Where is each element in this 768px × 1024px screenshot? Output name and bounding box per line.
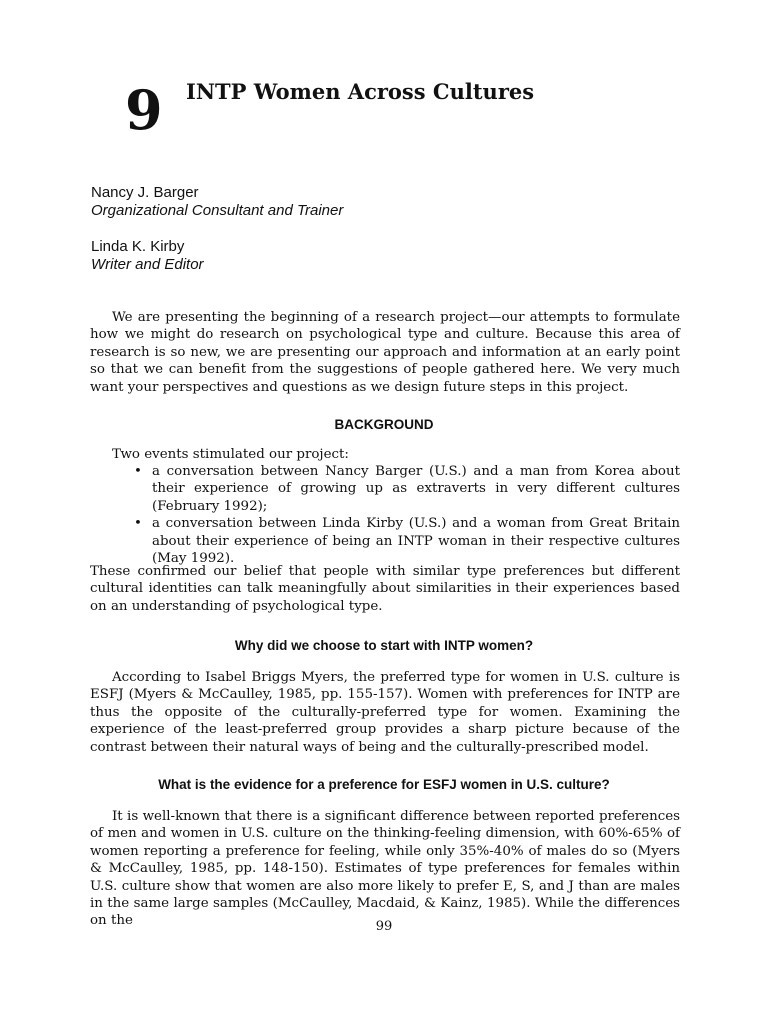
chapter-title: INTP Women Across Cultures xyxy=(186,79,535,104)
author-name: Linda K. Kirby xyxy=(91,238,185,255)
author-block xyxy=(91,184,343,220)
author-role: Writer and Editor xyxy=(91,256,204,273)
author-name: Nancy J. Barger xyxy=(91,184,199,201)
section-paragraph: According to Isabel Briggs Myers, the preferred type for women in U.S. culture is ESFJ (Myers & McCaulley, 1985, pp. 155-157). Women with preferences for INTP are thus the opposite of the culturally-preferred type for women. Examining the experience of the least-preferred group provides a sharp picture because of the contrast between their natural ways of being and the culturally-prescribed model. xyxy=(90,670,680,755)
section-question: Why did we choose to start with INTP women? xyxy=(234,638,534,653)
background-conclusion: These confirmed our belief that people with similar type preferences but different cultural identities can talk meaningfully about similarities in their experiences based on an understanding of psychological type. xyxy=(90,564,680,614)
bullet-icon: • xyxy=(134,516,142,532)
list-item xyxy=(130,463,680,515)
chapter-number: 9 xyxy=(125,78,163,142)
list-item xyxy=(130,515,680,567)
list-item-text: a conversation between Nancy Barger (U.S.) and a man from Korea about their experience of growing up as extraverts in very different cultures (February 1992); xyxy=(152,464,680,514)
events-list xyxy=(130,463,680,567)
page-number: 99 xyxy=(375,919,393,934)
events-lead: Two events stimulated our project: xyxy=(112,447,349,462)
section-paragraph: It is well-known that there is a significant difference between reported preferences of men and women in U.S. culture on the thinking-feeling dimension, with 60%-65% of women reporting a preference for feeling, while only 35%-40% of males do so (Myers & McCaulley, 1985, pp. 148-150). Estimates of type preferences for females within U.S. culture show that women are also more likely to prefer E, S, and J than are males in the same large samples (McCaulley, Macdaid, & Kainz, 1985). While the differences on the xyxy=(90,809,680,929)
bullet-icon: • xyxy=(134,464,142,479)
list-item-text: a conversation between Linda Kirby (U.S.) and a woman from Great Britain about their experience of being an INTP woman in their respective cultures (May 1992). xyxy=(152,516,680,567)
background-heading: BACKGROUND xyxy=(334,417,434,432)
author-role: Organizational Consultant and Trainer xyxy=(91,202,344,219)
author-block xyxy=(91,238,204,274)
intro-paragraph: We are presenting the beginning of a research project—our attempts to formulate how we might do research on psychological type and culture. Because this area of research is so new, we are presenting our approach and information at an early point so that we can benefit from the suggestions of people gathered here. We very much want your perspectives and questions as we design future steps in this project. xyxy=(90,310,680,395)
section-question: What is the evidence for a preference for ESFJ women in U.S. culture? xyxy=(158,777,610,792)
